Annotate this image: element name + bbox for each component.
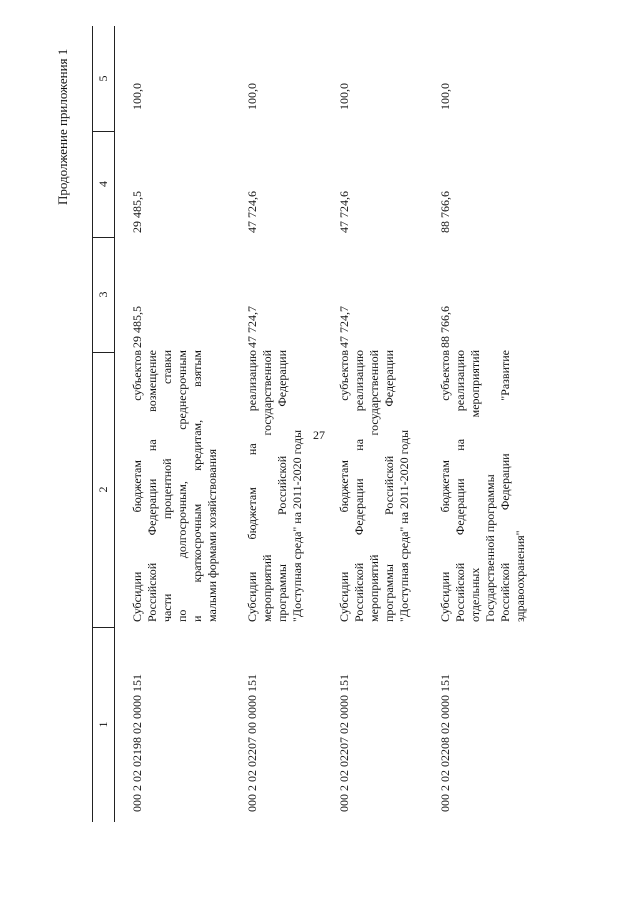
row-code: 000 2 02 02207 02 0000 151 (337, 674, 351, 812)
row-description-line: здравоохранения" (513, 530, 527, 622)
row-description-line: малыми формами хозяйствования (205, 448, 219, 622)
row-description-line: отдельных мероприятий (468, 350, 482, 622)
row-code: 000 2 02 02208 02 0000 151 (438, 674, 452, 812)
table-top-border (92, 26, 93, 822)
row-col5-value: 100,0 (438, 83, 452, 110)
row-description-line: Государственной программы (483, 474, 497, 622)
row-description-line: по долгосрочным, среднесрочным (175, 350, 189, 622)
column-header-3: 3 (96, 291, 110, 298)
row-description-line: программы Российской Федерации (275, 350, 289, 622)
row-description-line: программы Российской Федерации (382, 350, 396, 622)
row-code: 000 2 02 02198 02 0000 151 (130, 674, 144, 812)
row-description (245, 350, 305, 622)
row-col4-value: 88 766,6 (438, 191, 452, 233)
row-description (130, 350, 220, 622)
row-description-line: Субсидии бюджетам субъектов (438, 350, 452, 622)
row-description-line: Российской Федерации на реализацию (352, 350, 366, 622)
row-description (337, 350, 412, 622)
row-description-line: Субсидии бюджетам субъектов (337, 350, 351, 622)
row-code: 000 2 02 02207 00 0000 151 (245, 674, 259, 812)
row-col5-value: 100,0 (130, 83, 144, 110)
row-description-line: и краткосрочным кредитам, взятым (190, 350, 204, 622)
row-col3-value: 29 485,5 (130, 306, 144, 348)
row-description-line: Российской Федерации "Развитие (498, 350, 512, 622)
row-col3-value: 47 724,7 (337, 306, 351, 348)
row-description-line: мероприятий государственной (367, 350, 381, 622)
row-description-line: мероприятий государственной (260, 350, 274, 622)
row-col3-value: 88 766,6 (438, 306, 452, 348)
row-description-line: части процентной ставки (160, 350, 174, 622)
row-col4-value: 47 724,6 (337, 191, 351, 233)
column-header-2: 2 (96, 486, 110, 493)
row-description-line: "Доступная среда" на 2011-2020 годы (397, 429, 411, 622)
row-description-line: "Доступная среда" на 2011-2020 годы (290, 429, 304, 622)
row-col4-value: 47 724,6 (245, 191, 259, 233)
row-col3-value: 47 724,7 (245, 306, 259, 348)
column-header-4: 4 (96, 181, 110, 187)
row-col5-value: 100,0 (245, 83, 259, 110)
row-description (438, 350, 528, 622)
row-col4-value: 29 485,5 (130, 191, 144, 233)
column-header-5: 5 (96, 75, 110, 82)
column-header-1: 1 (96, 721, 110, 728)
row-description-line: Субсидии бюджетам на реализацию (245, 350, 259, 622)
header-row-border (114, 26, 115, 822)
row-col5-value: 100,0 (337, 83, 351, 110)
continuation-title: Продолжение приложения 1 (55, 48, 70, 205)
row-description-line: Российской Федерации на реализацию (453, 350, 467, 622)
page-number: 27 (313, 428, 325, 442)
row-description-line: Российской Федерации на возмещение (145, 350, 159, 622)
row-description-line: Субсидии бюджетам субъектов (130, 350, 144, 622)
